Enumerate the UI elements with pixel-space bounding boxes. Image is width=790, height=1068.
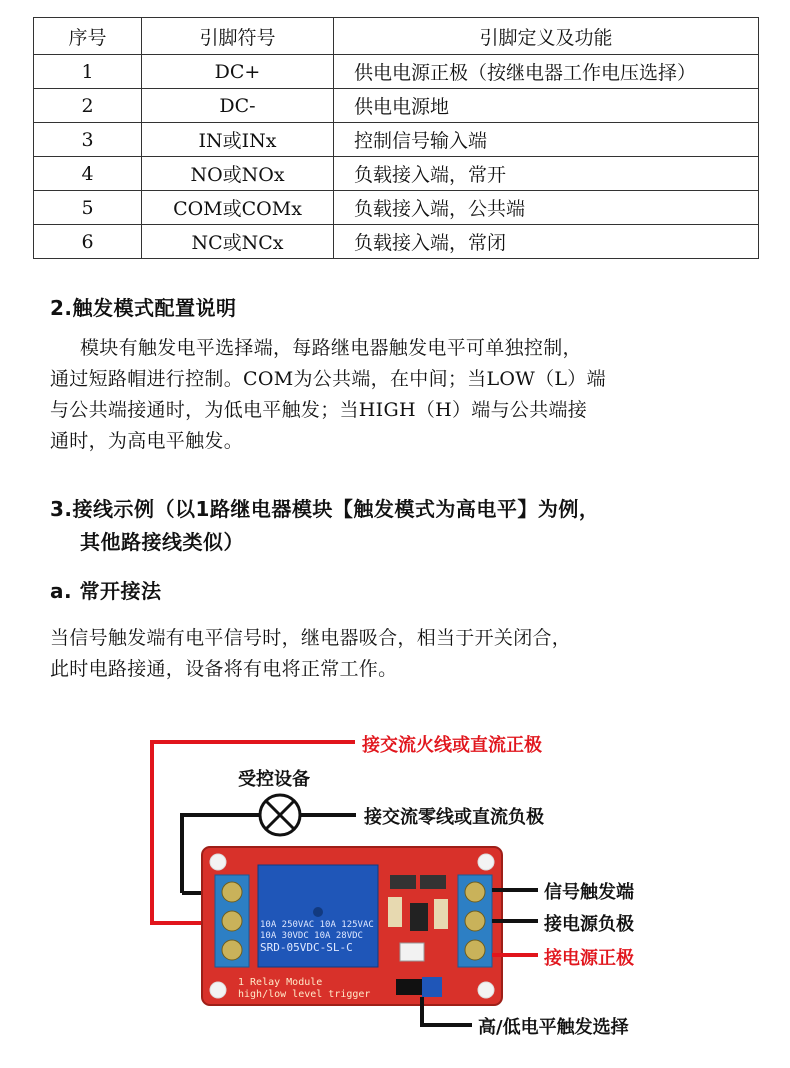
subsection-a-body bbox=[50, 623, 762, 685]
subsection-a-title: a. 常开接法 bbox=[50, 579, 162, 603]
board-title: 1 Relay Module bbox=[238, 977, 323, 988]
cell-index: 4 bbox=[34, 157, 142, 191]
table-row bbox=[34, 157, 759, 191]
label-vcc: 接电源正极 bbox=[544, 948, 634, 969]
section3-title-cont: 其他路接线类似） bbox=[80, 530, 244, 554]
cell-index: 6 bbox=[34, 225, 142, 259]
relay-label bbox=[260, 920, 374, 953]
label-signal: 信号触发端 bbox=[544, 882, 634, 903]
label-live: 接交流火线或直流正极 bbox=[362, 735, 542, 756]
subsection-a-line: 当信号触发端有电平信号时，继电器吸合，相当于开关闭合， bbox=[50, 627, 572, 649]
table-row bbox=[34, 55, 759, 89]
subsection-a-line: 此时电路接通，设备将有电将正常工作。 bbox=[50, 658, 398, 680]
label-gnd: 接电源负极 bbox=[544, 914, 634, 935]
board-subtitle: high/low level trigger bbox=[238, 989, 371, 1000]
section2-line: 通过短路帽进行控制。COM为公共端，在中间；当LOW（L）端 bbox=[50, 368, 606, 390]
cell-function: 负载接入端，公共端 bbox=[334, 191, 759, 225]
cell-symbol: COM或COMx bbox=[142, 191, 334, 225]
wiring-diagram bbox=[120, 715, 680, 1065]
cell-symbol: IN或INx bbox=[142, 123, 334, 157]
pin-definition-table bbox=[33, 17, 759, 259]
table-row bbox=[34, 89, 759, 123]
relay-model: SRD-05VDC-SL-C bbox=[260, 941, 353, 954]
label-select: 高/低电平触发选择 bbox=[478, 1017, 629, 1038]
cell-function: 供电电源地 bbox=[334, 89, 759, 123]
section3-title: 3.接线示例（以1路继电器模块【触发模式为高电平】为例， bbox=[50, 497, 600, 521]
label-neutral: 接交流零线或直流负极 bbox=[364, 807, 544, 828]
table-header-row bbox=[34, 18, 759, 55]
section2-line: 通时，为高电平触发。 bbox=[50, 430, 244, 452]
section2-line: 模块有触发电平选择端，每路继电器触发电平可单独控制， bbox=[80, 337, 582, 359]
section2-body bbox=[50, 333, 762, 457]
table-row bbox=[34, 225, 759, 259]
table-row bbox=[34, 191, 759, 225]
board-silkscreen bbox=[238, 977, 370, 1001]
relay-rating-1: 10A 250VAC 10A 125VAC bbox=[260, 920, 374, 930]
header-pin-function: 引脚定义及功能 bbox=[334, 18, 759, 55]
cell-symbol: DC- bbox=[142, 89, 334, 123]
cell-index: 3 bbox=[34, 123, 142, 157]
cell-function: 负载接入端，常闭 bbox=[334, 225, 759, 259]
cell-index: 2 bbox=[34, 89, 142, 123]
section2-title: 2.触发模式配置说明 bbox=[50, 296, 237, 320]
cell-symbol: DC+ bbox=[142, 55, 334, 89]
lamp-icon bbox=[260, 795, 300, 835]
cell-function: 控制信号输入端 bbox=[334, 123, 759, 157]
cell-index: 1 bbox=[34, 55, 142, 89]
cell-function: 负载接入端，常开 bbox=[334, 157, 759, 191]
label-device: 受控设备 bbox=[238, 769, 310, 790]
section2-line: 与公共端接通时，为低电平触发；当HIGH（H）端与公共端接 bbox=[50, 399, 588, 421]
header-pin-symbol: 引脚符号 bbox=[142, 18, 334, 55]
header-index: 序号 bbox=[34, 18, 142, 55]
cell-symbol: NC或NCx bbox=[142, 225, 334, 259]
cell-function: 供电电源正极（按继电器工作电压选择） bbox=[334, 55, 759, 89]
cell-index: 5 bbox=[34, 191, 142, 225]
table-row bbox=[34, 123, 759, 157]
relay-rating-2: 10A 30VDC 10A 28VDC bbox=[260, 931, 363, 941]
cell-symbol: NO或NOx bbox=[142, 157, 334, 191]
